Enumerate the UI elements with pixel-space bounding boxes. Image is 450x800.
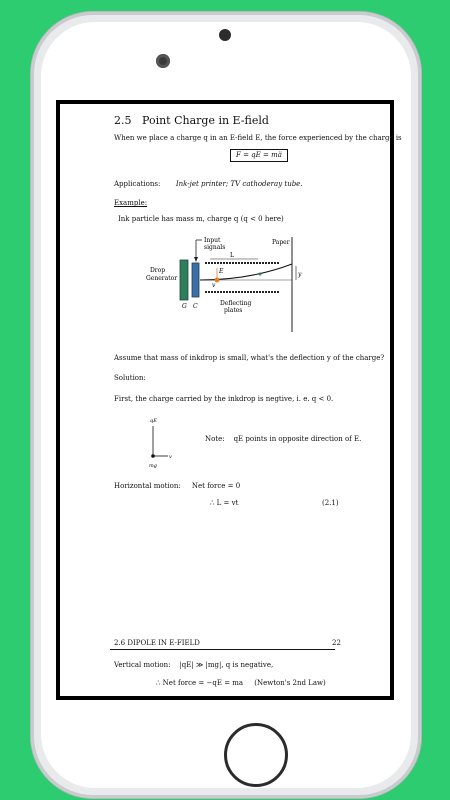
paper-label: Paper (272, 239, 290, 246)
input-label: Input (204, 237, 221, 244)
c-label: C (193, 303, 198, 310)
vertical-text: |qE| ≫ |mg|, q is negative, (179, 661, 274, 669)
deflection-label: y (298, 271, 302, 278)
note-text: qE points in opposite direction of E. (233, 435, 362, 443)
signals-label: signals (204, 244, 226, 251)
fbd-v-label: v (169, 454, 172, 460)
free-body-diagram (142, 414, 182, 474)
ink-drop-2-icon (259, 273, 262, 276)
front-camera-icon (219, 29, 231, 41)
footer-section: 2.6 DIPOLE IN E-FIELD (114, 639, 200, 647)
vertical-label: Vertical motion: (114, 661, 171, 669)
section-title: Point Charge in E-field (142, 114, 269, 127)
drop-trajectory (200, 264, 292, 280)
earpiece-sensor-icon (156, 54, 170, 68)
section-heading (114, 114, 269, 128)
generator-label: Generator (146, 275, 178, 282)
applications-label: Applications: (114, 180, 161, 188)
drop-label: Drop (150, 267, 166, 274)
charging-unit-block (192, 263, 199, 297)
document-page (60, 104, 402, 696)
g-label: G (182, 303, 187, 310)
section-number: 2.5 (114, 114, 132, 127)
horizontal-label: Horizontal motion: (114, 482, 181, 490)
first-text: First, the charge carried by the inkdrop is negtive, i. e. q < 0. (114, 395, 334, 403)
intro-text: When we place a charge q in an E-field E, the force experienced by the charge is (114, 134, 402, 142)
fbd-qe-label: qE (150, 418, 157, 424)
net-force-law: (Newton's 2nd Law) (254, 679, 326, 687)
question-text: Assume that mass of inkdrop is small, what's the deflection y of the charge? (114, 354, 385, 362)
drop-generator-block (180, 260, 188, 300)
length-label: L (230, 252, 234, 259)
velocity-label: v (212, 282, 216, 289)
fbd-particle-icon (151, 454, 155, 458)
note-line (205, 435, 361, 444)
footer-page: 22 (332, 639, 341, 647)
plates-label: plates (224, 307, 243, 314)
document-viewer[interactable] (56, 100, 402, 700)
net-force-line (156, 679, 326, 688)
inkjet-diagram (146, 232, 330, 342)
deflecting-label: Deflecting (220, 300, 252, 307)
footer-rule (110, 649, 335, 650)
applications-line (114, 180, 303, 189)
eq-number: (2.1) (322, 499, 339, 507)
fbd-mg-label: mg (149, 463, 157, 469)
horizontal-text: Net force = 0 (191, 482, 241, 490)
force-equation: F = qE = mä (230, 149, 288, 162)
note-label: Note: (205, 435, 225, 443)
applications-text: Ink-jet printer; TV cathoderay tube. (175, 180, 303, 188)
solution-label: Solution: (114, 374, 146, 382)
horizontal-line (114, 482, 240, 491)
net-force-text: ∴ Net force = −qE = ma (156, 679, 244, 687)
vertical-line (114, 661, 273, 670)
eq-l: ∴ L = vt (210, 499, 239, 507)
input-arrow-icon (194, 257, 198, 262)
example-text: Ink particle has mass m, charge q (q < 0 here) (118, 215, 284, 223)
home-button[interactable] (224, 723, 288, 787)
example-label: Example: (114, 199, 148, 207)
efield-label: E (219, 268, 224, 275)
